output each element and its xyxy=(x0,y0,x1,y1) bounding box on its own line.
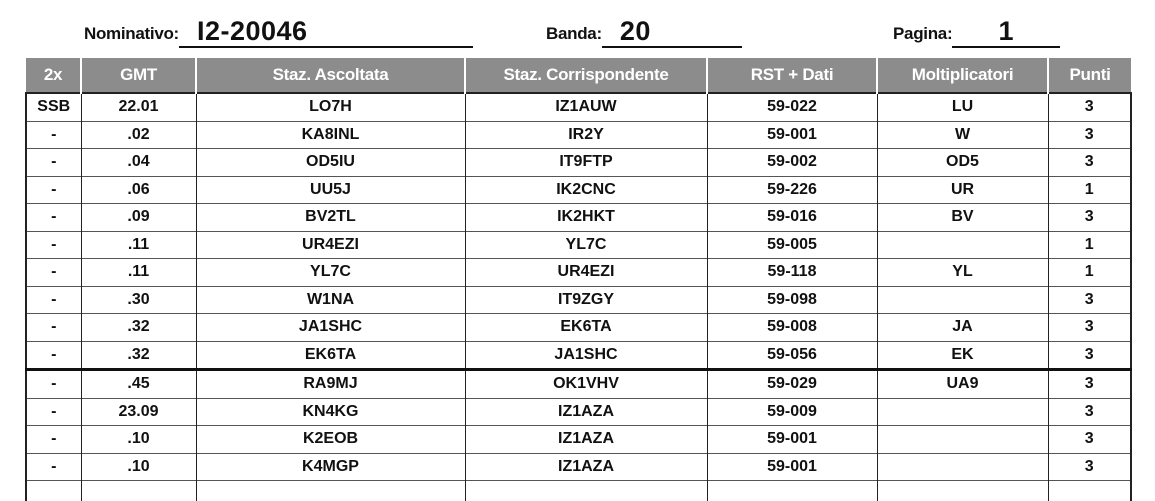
staz-corrispondente-cell: IZ1AZA xyxy=(465,453,707,481)
staz-corrispondente-cell: IZ1AZA xyxy=(465,398,707,426)
header-row xyxy=(26,58,1131,93)
punti-cell: 3 xyxy=(1048,149,1131,177)
sheet-header xyxy=(0,8,1155,48)
table-row xyxy=(26,370,1131,399)
mode-cell: - xyxy=(26,314,81,342)
punti-cell: 3 xyxy=(1048,426,1131,454)
table-row xyxy=(26,286,1131,314)
table-row xyxy=(26,176,1131,204)
gmt-cell: .45 xyxy=(81,370,196,399)
rst-dati-cell: 59-001 xyxy=(707,426,877,454)
gmt-cell: .10 xyxy=(81,426,196,454)
punti-cell: 3 xyxy=(1048,398,1131,426)
staz-corrispondente-cell: EK6TA xyxy=(465,314,707,342)
nominativo-field xyxy=(84,8,473,48)
moltiplicatori-cell xyxy=(877,426,1048,454)
table-row xyxy=(26,453,1131,481)
col-gmt: GMT xyxy=(81,58,196,93)
rst-dati-cell: 59-098 xyxy=(707,286,877,314)
table-row xyxy=(26,398,1131,426)
mode-cell: - xyxy=(26,286,81,314)
staz-ascoltata-cell: UR4EZI xyxy=(196,231,465,259)
staz-ascoltata-cell: JA1SHC xyxy=(196,314,465,342)
rst-dati-cell: 59-056 xyxy=(707,341,877,370)
moltiplicatori-cell: W xyxy=(877,121,1048,149)
staz-ascoltata-cell: OD5IU xyxy=(196,149,465,177)
punti-cell: 3 xyxy=(1048,286,1131,314)
mode-cell: - xyxy=(26,231,81,259)
staz-ascoltata-cell: KN4KG xyxy=(196,398,465,426)
table-row xyxy=(26,341,1131,370)
pagina-field xyxy=(893,8,1060,48)
moltiplicatori-cell xyxy=(877,453,1048,481)
nominativo-value: I2-20046 xyxy=(179,16,473,48)
moltiplicatori-cell: OD5 xyxy=(877,149,1048,177)
staz-corrispondente-cell: IT9ZGY xyxy=(465,286,707,314)
staz-ascoltata-cell: EK6TA xyxy=(196,341,465,370)
moltiplicatori-cell xyxy=(877,231,1048,259)
table-row xyxy=(26,231,1131,259)
banda-value: 20 xyxy=(602,16,742,48)
staz-ascoltata-cell: YL7C xyxy=(196,259,465,287)
log-table xyxy=(25,58,1132,501)
rst-dati-cell: 59-029 xyxy=(707,370,877,399)
mode-cell: - xyxy=(26,453,81,481)
pagina-value: 1 xyxy=(952,16,1060,48)
mode-cell: - xyxy=(26,176,81,204)
staz-corrispondente-cell: IT9FTP xyxy=(465,149,707,177)
mode-cell: - xyxy=(26,204,81,232)
gmt-cell: 22.01 xyxy=(81,93,196,121)
gmt-cell: .11 xyxy=(81,259,196,287)
gmt-cell: .32 xyxy=(81,341,196,370)
rst-dati-cell: 59-118 xyxy=(707,259,877,287)
mode-cell: - xyxy=(26,398,81,426)
rst-dati-cell: 59-001 xyxy=(707,453,877,481)
empty-cell xyxy=(26,481,81,501)
punti-cell: 3 xyxy=(1048,204,1131,232)
punti-cell: 3 xyxy=(1048,370,1131,399)
mode-cell: - xyxy=(26,370,81,399)
staz-ascoltata-cell: K4MGP xyxy=(196,453,465,481)
nominativo-label: Nominativo: xyxy=(84,24,179,43)
gmt-cell: .32 xyxy=(81,314,196,342)
rst-dati-cell: 59-226 xyxy=(707,176,877,204)
moltiplicatori-cell: LU xyxy=(877,93,1048,121)
col-moltiplicatori: Moltiplicatori xyxy=(877,58,1048,93)
col-staz-ascoltata: Staz. Ascoltata xyxy=(196,58,465,93)
punti-cell: 3 xyxy=(1048,93,1131,121)
mode-cell: - xyxy=(26,121,81,149)
staz-corrispondente-cell: JA1SHC xyxy=(465,341,707,370)
mode-cell: SSB xyxy=(26,93,81,121)
empty-cell xyxy=(877,481,1048,501)
col-punti: Punti xyxy=(1048,58,1131,93)
table-row xyxy=(26,259,1131,287)
staz-ascoltata-cell: KA8INL xyxy=(196,121,465,149)
staz-corrispondente-cell: IR2Y xyxy=(465,121,707,149)
gmt-cell: .10 xyxy=(81,453,196,481)
rst-dati-cell: 59-022 xyxy=(707,93,877,121)
empty-cell xyxy=(707,481,877,501)
staz-corrispondente-cell: IZ1AUW xyxy=(465,93,707,121)
staz-ascoltata-cell: W1NA xyxy=(196,286,465,314)
table-row xyxy=(26,93,1131,121)
moltiplicatori-cell: JA xyxy=(877,314,1048,342)
staz-ascoltata-cell: RA9MJ xyxy=(196,370,465,399)
gmt-cell: .30 xyxy=(81,286,196,314)
gmt-cell: .02 xyxy=(81,121,196,149)
rst-dati-cell: 59-008 xyxy=(707,314,877,342)
punti-cell: 1 xyxy=(1048,176,1131,204)
punti-cell: 1 xyxy=(1048,231,1131,259)
staz-corrispondente-cell: IK2HKT xyxy=(465,204,707,232)
table-row xyxy=(26,149,1131,177)
empty-cell xyxy=(465,481,707,501)
banda-field xyxy=(546,8,742,48)
banda-label: Banda: xyxy=(546,24,602,43)
table-row xyxy=(26,426,1131,454)
rst-dati-cell: 59-005 xyxy=(707,231,877,259)
gmt-cell: .06 xyxy=(81,176,196,204)
moltiplicatori-cell: EK xyxy=(877,341,1048,370)
gmt-cell: .11 xyxy=(81,231,196,259)
col-staz-corrispondente: Staz. Corrispondente xyxy=(465,58,707,93)
punti-cell: 3 xyxy=(1048,341,1131,370)
punti-cell: 1 xyxy=(1048,259,1131,287)
moltiplicatori-cell: BV xyxy=(877,204,1048,232)
gmt-cell: 23.09 xyxy=(81,398,196,426)
mode-cell: - xyxy=(26,149,81,177)
empty-cell xyxy=(81,481,196,501)
col-2x: 2x xyxy=(26,58,81,93)
table-row xyxy=(26,121,1131,149)
moltiplicatori-cell: UA9 xyxy=(877,370,1048,399)
table-row xyxy=(26,204,1131,232)
staz-corrispondente-cell: YL7C xyxy=(465,231,707,259)
staz-corrispondente-cell: IZ1AZA xyxy=(465,426,707,454)
mode-cell: - xyxy=(26,341,81,370)
staz-corrispondente-cell: IK2CNC xyxy=(465,176,707,204)
staz-ascoltata-cell: LO7H xyxy=(196,93,465,121)
moltiplicatori-cell xyxy=(877,286,1048,314)
table-row xyxy=(26,314,1131,342)
moltiplicatori-cell xyxy=(877,398,1048,426)
mode-cell: - xyxy=(26,259,81,287)
empty-cell xyxy=(196,481,465,501)
gmt-cell: .09 xyxy=(81,204,196,232)
punti-cell: 3 xyxy=(1048,453,1131,481)
moltiplicatori-cell: UR xyxy=(877,176,1048,204)
rst-dati-cell: 59-016 xyxy=(707,204,877,232)
col-rst-dati: RST + Dati xyxy=(707,58,877,93)
staz-ascoltata-cell: K2EOB xyxy=(196,426,465,454)
log-body xyxy=(26,93,1131,501)
punti-cell: 3 xyxy=(1048,121,1131,149)
gmt-cell: .04 xyxy=(81,149,196,177)
staz-ascoltata-cell: UU5J xyxy=(196,176,465,204)
empty-cell xyxy=(1048,481,1131,501)
rst-dati-cell: 59-002 xyxy=(707,149,877,177)
rst-dati-cell: 59-001 xyxy=(707,121,877,149)
punti-cell: 3 xyxy=(1048,314,1131,342)
staz-corrispondente-cell: UR4EZI xyxy=(465,259,707,287)
rst-dati-cell: 59-009 xyxy=(707,398,877,426)
staz-ascoltata-cell: BV2TL xyxy=(196,204,465,232)
moltiplicatori-cell: YL xyxy=(877,259,1048,287)
empty-row xyxy=(26,481,1131,501)
mode-cell: - xyxy=(26,426,81,454)
staz-corrispondente-cell: OK1VHV xyxy=(465,370,707,399)
pagina-label: Pagina: xyxy=(893,24,953,43)
